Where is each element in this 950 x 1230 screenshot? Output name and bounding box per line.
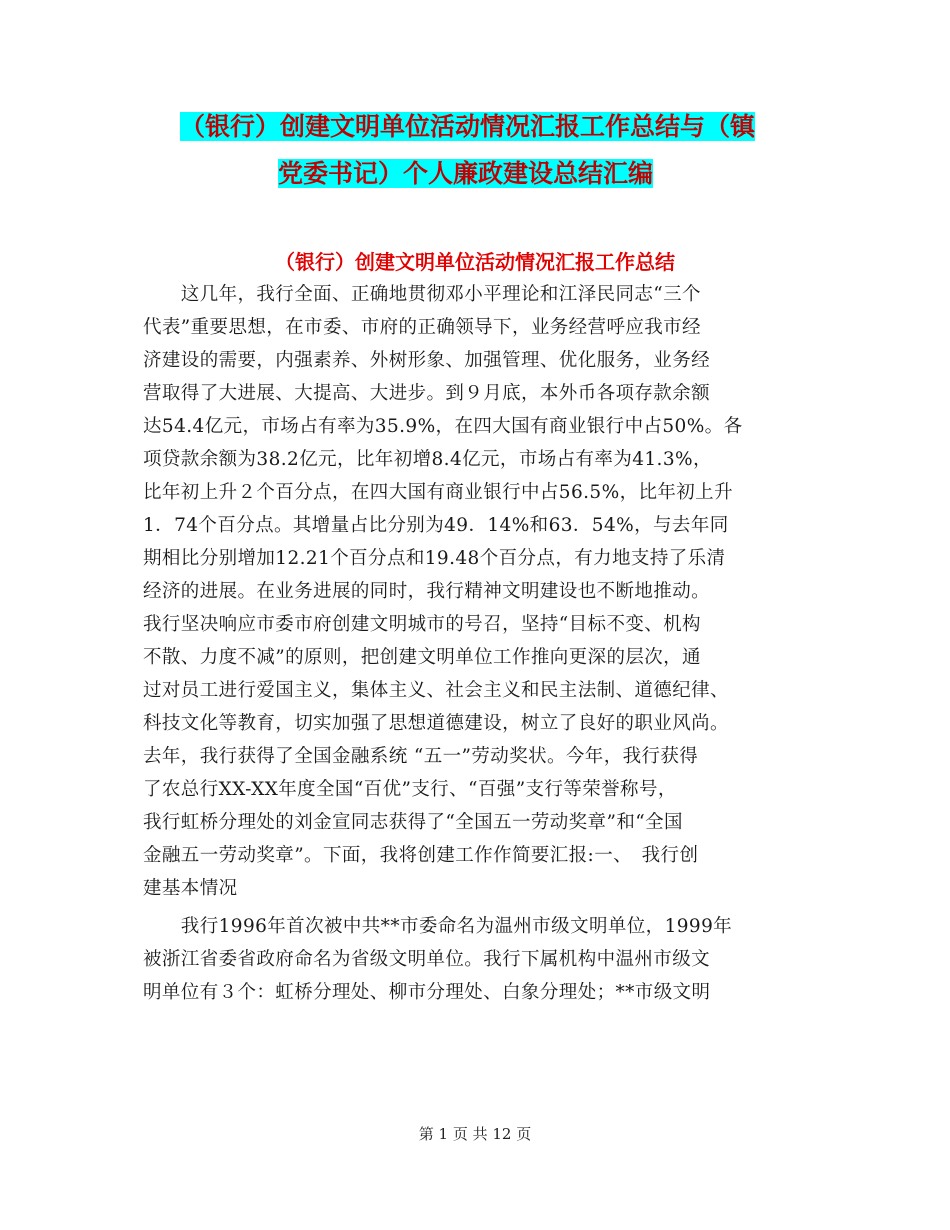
title-line-1: （银行）创建文明单位活动情况汇报工作总结与（镇 [180, 112, 756, 141]
text-line: 被浙江省委省政府命名为省级文明单位。我行下属机构中温州市级文 [143, 949, 711, 970]
text-line: 这几年，我行全面、正确地贯彻邓小平理论和江泽民同志“三个 [143, 284, 701, 305]
text-line: 科技文化等教育，切实加强了思想道德建设，树立了良好的职业风尚。 [143, 713, 729, 734]
text-line: 1．74个百分点。其增量占比分别为49．14%和63．54%，与去年同 [143, 515, 729, 536]
text-line: 比年初上升２个百分点，在四大国有商业银行中占56.5%，比年初上升 [143, 482, 733, 503]
text-line: 去年，我行获得了全国金融系统 “五一”劳动奖状。今年，我行获得 [143, 746, 699, 767]
text-line: 期相比分别增加12.21个百分点和19.48个百分点，有力地支持了乐清 [143, 548, 726, 569]
text-line: 营取得了大进展、大提高、大进步。到９月底，本外币各项存款余额 [143, 383, 711, 404]
section-heading: （银行）创建文明单位活动情况汇报工作总结 [275, 250, 675, 274]
page-footer: 第 1 页 共 12 页 [418, 1125, 532, 1143]
text-line: 代表”重要思想，在市委、市府的正确领导下，业务经营呼应我市经 [143, 317, 701, 338]
text-line: 项贷款余额为38.2亿元，比年初增8.4亿元，市场占有率为41.3%， [143, 449, 712, 470]
text-line: 明单位有３个：虹桥分理处、柳市分理处、白象分理处；**市级文明 [143, 982, 711, 1003]
text-line: 济建设的需要，内强素养、外树形象、加强管理、优化服务，业务经 [143, 350, 711, 371]
text-line: 我行坚决响应市委市府创建文明城市的号召，坚持“目标不变、机构 [143, 614, 701, 635]
text-line: 经济的进展。在业务进展的同时，我行精神文明建设也不断地推动。 [143, 581, 711, 602]
text-line: 过对员工进行爱国主义，集体主义、社会主义和民主法制、道德纪律、 [143, 680, 729, 701]
text-line: 我行虹桥分理处的刘金宣同志获得了“全国五一劳动奖章”和“全国 [143, 812, 683, 833]
text-line: 不散、力度不减”的原则，把创建文明单位工作推向更深的层次，通 [143, 647, 701, 668]
text-line: 建基本情况 [143, 878, 238, 899]
title-line-2: 党委书记）个人廉政建设总结汇编 [278, 159, 654, 188]
text-line: 了农总行XX-XX年度全国“百优”支行、“百强”支行等荣誉称号， [143, 779, 677, 800]
text-line: 我行1996年首次被中共**市委命名为温州市级文明单位，1999年 [143, 916, 733, 937]
text-line: 达54.4亿元，市场占有率为35.9%，在四大国有商业银行中占50%。各 [143, 416, 743, 437]
text-line: 金融五一劳动奖章”。下面，我将创建工作作简要汇报:一、 我行创 [143, 845, 699, 866]
